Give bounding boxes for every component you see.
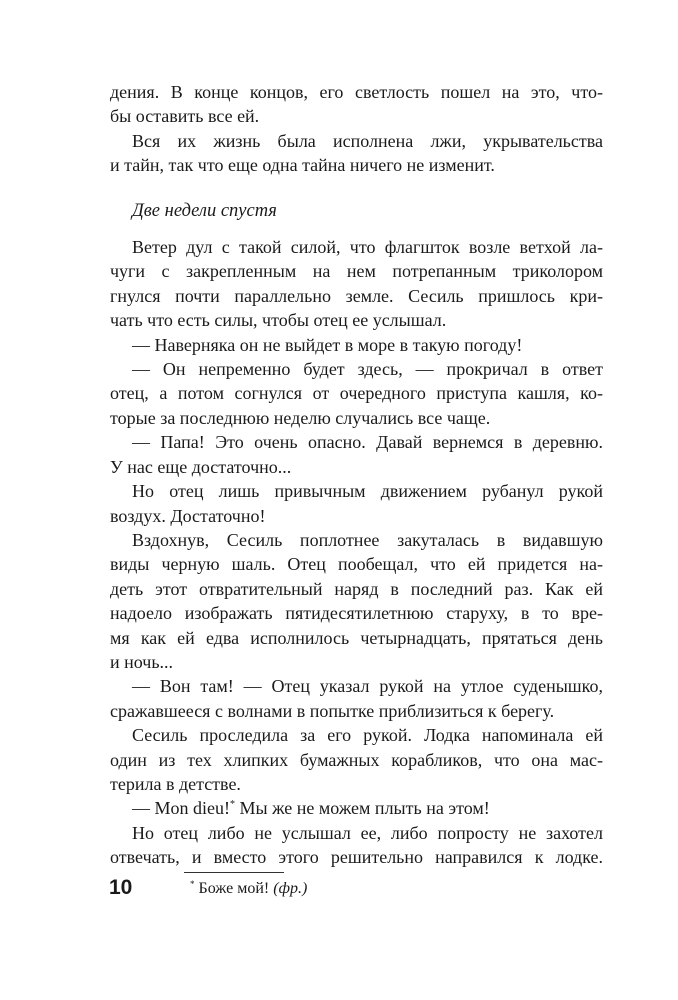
text-line: гнулся почти параллельно земле. Сесиль пришлось кри- <box>110 285 603 306</box>
text-line: — Вон там! — Отец указал рукой на утлое суденышко, <box>132 676 603 697</box>
text-line: сражавшееся с волнами в попытке приблизиться к берегу. <box>110 700 555 721</box>
text-line: — Наверняка он не выйдет в море в такую погоду! <box>132 334 523 355</box>
page-body <box>110 80 603 870</box>
text-line: Но отец лишь привычным движением рубанул рукой <box>132 481 603 502</box>
text-line: Вся их жизнь была исполнена лжи, укрывательства <box>132 130 603 151</box>
text-line: отвечать, и вместо этого решительно направился к лодке. <box>110 847 603 868</box>
text-line: один из тех хлипких бумажных корабликов, что она мас- <box>110 749 603 770</box>
text-line: воздух. Достаточно! <box>110 505 266 526</box>
text-line: — Папа! Это очень опасно. Давай вернемся в деревню. <box>132 432 603 453</box>
text-line: У нас еще достаточно... <box>110 456 292 477</box>
text-line: и тайн, так что еще одна тайна ничего не изменит. <box>110 155 495 176</box>
section-heading: Две недели спустя <box>132 200 277 221</box>
footnote-text: Боже мой! <box>198 880 274 897</box>
text-line: бы оставить все ей. <box>110 106 260 127</box>
text-line: чать что есть силы, чтобы отец ее услышал. <box>110 310 447 331</box>
text-line: отец, а потом согнулся от очередного приступа кашля, ко- <box>110 383 603 404</box>
text-line: Ветер дул с такой силой, что флагшток возле ветхой ла- <box>132 237 603 258</box>
text-segment: Мы же не можем плыть на этом! <box>235 798 490 819</box>
text-line: Но отец либо не услышал ее, либо попросту не захотел <box>132 822 603 843</box>
footnote <box>190 879 307 898</box>
text-line: торые за последнюю неделю случались все чаще. <box>110 407 491 428</box>
footnote-divider <box>184 872 284 873</box>
text-segment: — Mon dieu! <box>132 798 230 819</box>
text-line: виды черную шаль. Отец пообещал, что ей придется на- <box>110 554 603 575</box>
text-line: дения. В конце концов, его светлость пошел на это, что- <box>110 82 603 102</box>
text-line: Сесиль проследила за его рукой. Лодка напоминала ей <box>132 725 603 746</box>
page-number: 10 <box>109 876 133 899</box>
text-line: деть этот отвратительный наряд в последний раз. Как ей <box>110 578 603 599</box>
text-line: терила в детстве. <box>110 773 241 794</box>
text-line: Вздохнув, Сесиль поплотнее закуталась в видавшую <box>132 529 603 550</box>
footnote-marker: * <box>190 879 195 889</box>
text-line: — Он непременно будет здесь, — прокричал в ответ <box>132 359 603 380</box>
text-line <box>110 796 603 820</box>
text-line: мя как ей едва исполнилось четырнадцать, прятаться день <box>110 627 603 648</box>
text-line: и ночь... <box>110 651 174 672</box>
text-line: надоело изображать пятидесятилетнюю старуху, в то вре- <box>110 603 603 624</box>
footnote-marker: * <box>230 799 235 811</box>
footnote-language: (фр.) <box>273 880 308 897</box>
text-line: чуги с закрепленным на нем потрепанным триколором <box>110 261 603 282</box>
